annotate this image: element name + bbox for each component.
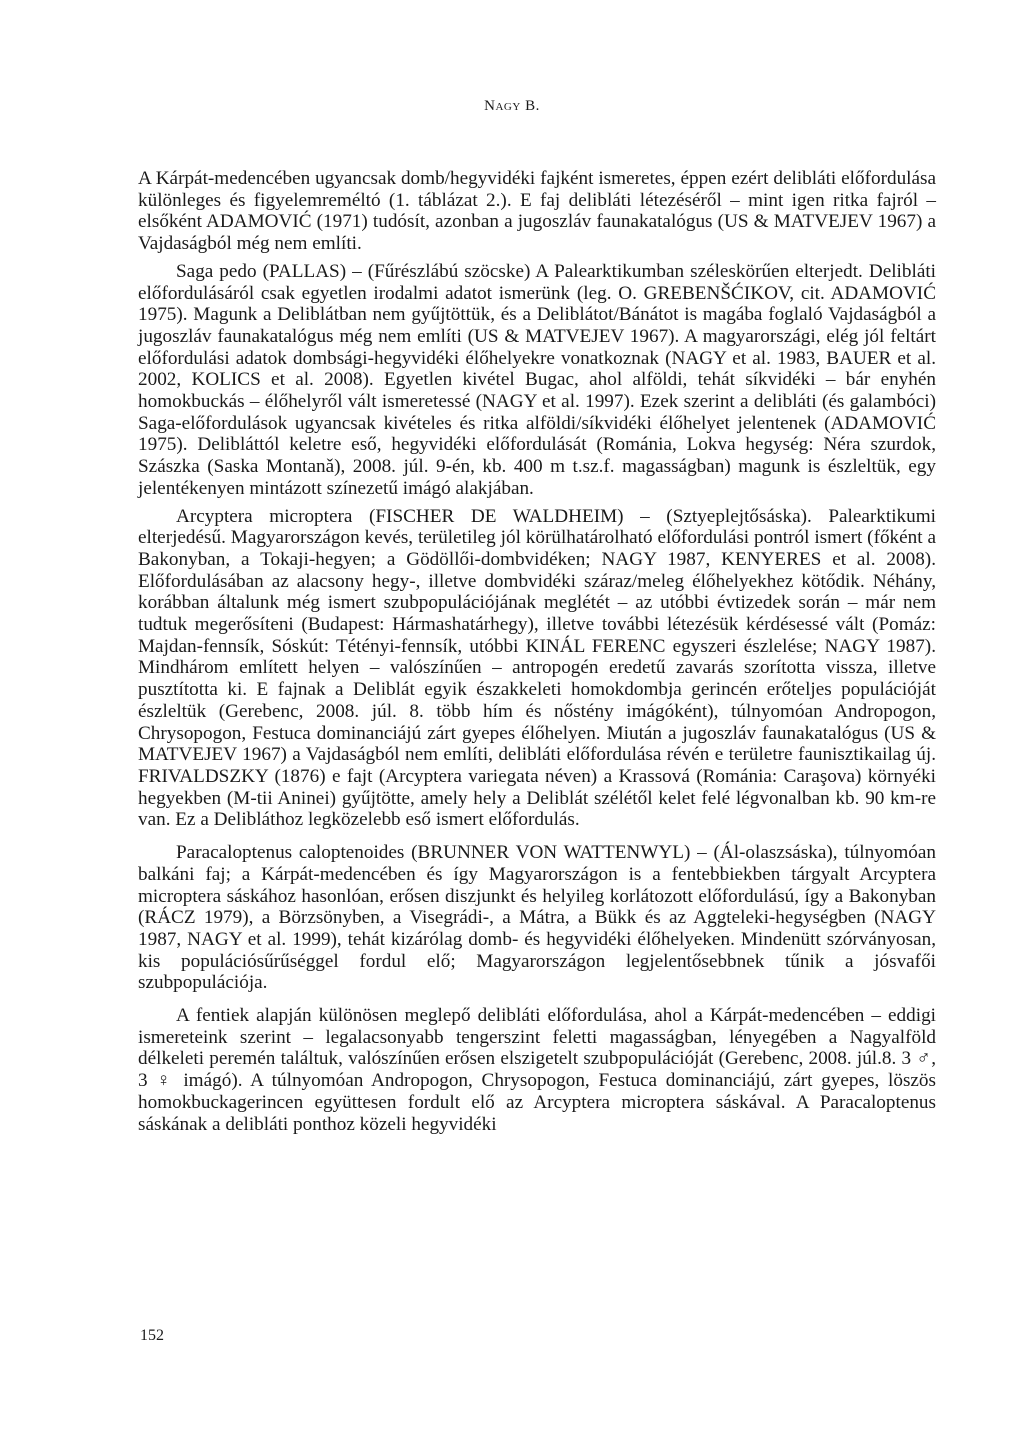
paragraph: Paracaloptenus caloptenoides (BRUNNER VON WATTENWYL) – (Ál-olaszsáska), túlnyomóan balkáni faj; a Kárpát-medencében és így Magyarországon is a fentebbiekben tárgyalt Arcyptera microptera sáskához hasonlóan, erősen diszjunkt és helyileg korlátozott előfordulású, így a Bakonyban (RÁCZ 1979), a Börzsönyben, a Visegrádi-, a Mátra, a Bükk és az Aggteleki-hegységben (NAGY 1987, NAGY et al. 1999), tehát kizárólag domb- és hegyvidéki élőhelyeken. Mindenütt szórványosan, kis populációsűrűséggel fordul elő; Magyarországon legjelentősebbnek tűnik a jósvafői szubpopulációja. (138, 842, 936, 994)
paragraph: A fentiek alapján különösen meglepő delibláti előfordulása, ahol a Kárpát-medencében – eddigi ismereteink szerint – legalacsonyabb tengerszint feletti magasságban, lényegében a Nagyalföld délkeleti peremén találtuk, valószínűen erősen elszigetelt szubpopulációját (Gerebenc, 2008. júl.8. 3 ♂, 3 ♀ imágó). A túlnyomóan Andropogon, Chrysopogon, Festuca dominanciájú, zárt gyepes, löszös homokbuckagerincen együttesen fordult elő az Arcyptera microptera sáskával. A Paracaloptenus sáskának a delibláti ponthoz közeli hegyvidéki (138, 1005, 936, 1135)
paragraph: Arcyptera microptera (FISCHER DE WALDHEIM) – (Sztyeplejtősáska). Palearktikumi elterjedésű. Magyarországon kevés, területileg jól körülhatárolható előfordulási pontról ismert (főként a Bakonyban, a Tokaji-hegyen; a Gödöllői-dombvidéken; NAGY 1987, KENYERES et al. 2008). Előfordulásában az alacsony hegy-, illetve dombvidéki száraz/meleg élőhelyekhez kötődik. Néhány, korábban általunk még ismert szubpopulációjának meglétét – az utóbbi évtizedek során – már nem tudtuk megerősíteni (Budapest: Hármashatárhegy), illetve további létezésük kérdésessé vált (Pomáz: Majdan-fennsík, Sóskút: Tétényi-fennsík, utóbbi KINÁL FERENC egyszeri észlelése; NAGY 1987). Mindhárom említett helyen – valószínűen – antropogén eredetű zavarás szorította vissza, illetve pusztította ki. E fajnak a Deliblát egyik északkeleti homokdombja gerincén erőteljes populációját észleltük (Gerebenc, 2008. júl. 8. több hím és nőstény imágóként), túlnyomóan Andropogon, Chrysopogon, Festuca dominanciájú zárt gyepes élőhelyen. Miután a jugoszláv faunakatalógus (US & MATVEJEV 1967) a Vajdaságból nem említi, delibláti előfordulása révén e területre faunisztikailag új. FRIVALDSZKY (1876) e fajt (Arcyptera variegata néven) a Krassová (Románia: Caraşova) környéki hegyekben (M-tii Aninei) gyűjtötte, amely hely a Deliblát szélétől kelet felé légvonalban kb. 90 km-re van. Ez a Delibláthoz legközelebb eső ismert előfordulás. (138, 505, 936, 831)
body-text (138, 168, 936, 1135)
paragraph: A Kárpát-medencében ugyancsak domb/hegyvidéki fajként ismeretes, éppen ezért delibláti előfordulása különleges és figyelemreméltó (1. táblázat 2.). E faj delibláti létezéséről – mint igen ritka fajról – elsőként ADAMOVIĆ (1971) tudósít, azonban a jugoszláv faunakatalógus (US & MATVEJEV 1967) a Vajdaságból még nem említi. (138, 168, 936, 255)
page-number: 152 (140, 1327, 164, 1344)
paragraph: Saga pedo (PALLAS) – (Fűrészlábú szöcske) A Palearktikumban széleskörűen elterjedt. Delibláti előfordulásáról csak egyetlen irodalmi adatot ismerünk (leg. O. GREBENŠĆIKOV, cit. ADAMOVIĆ 1975). Magunk a Deliblátban nem gyűjtöttük, és a Deliblátot/Bánátot is magába foglaló Vajdaságból a jugoszláv faunakatalógus még nem említi (US & MATVEJEV 1967). A magyarországi, elég jól feltárt előfordulási adatok dombsági-hegyvidéki élőhelyekre vonatkoznak (NAGY et al. 1983, BAUER et al. 2002, KOLICS et al. 2008). Egyetlen kivétel Bugac, ahol alföldi, tehát síkvidéki – bár enyhén homokbuckás – élőhelyről vált ismeretessé (NAGY et al. 1997). Ezek szerint a delibláti (és galambóci) Saga-előfordulások ugyancsak kivételes és ritka alföldi/síkvidéki élőhelyet jelentenek (ADAMOVIĆ 1975). Delibláttól keletre eső, hegyvidéki előfordulását (Románia, Lokva hegység: Néra szurdok, Szászka (Saska Montanǎ), 2008. júl. 9-én, kb. 400 m t.sz.f. magasságban) magunk is észleltük, egy jelentékenyen mintázott színezetű imágó alakjában. (138, 260, 936, 499)
running-head: Nagy B. (484, 98, 540, 114)
